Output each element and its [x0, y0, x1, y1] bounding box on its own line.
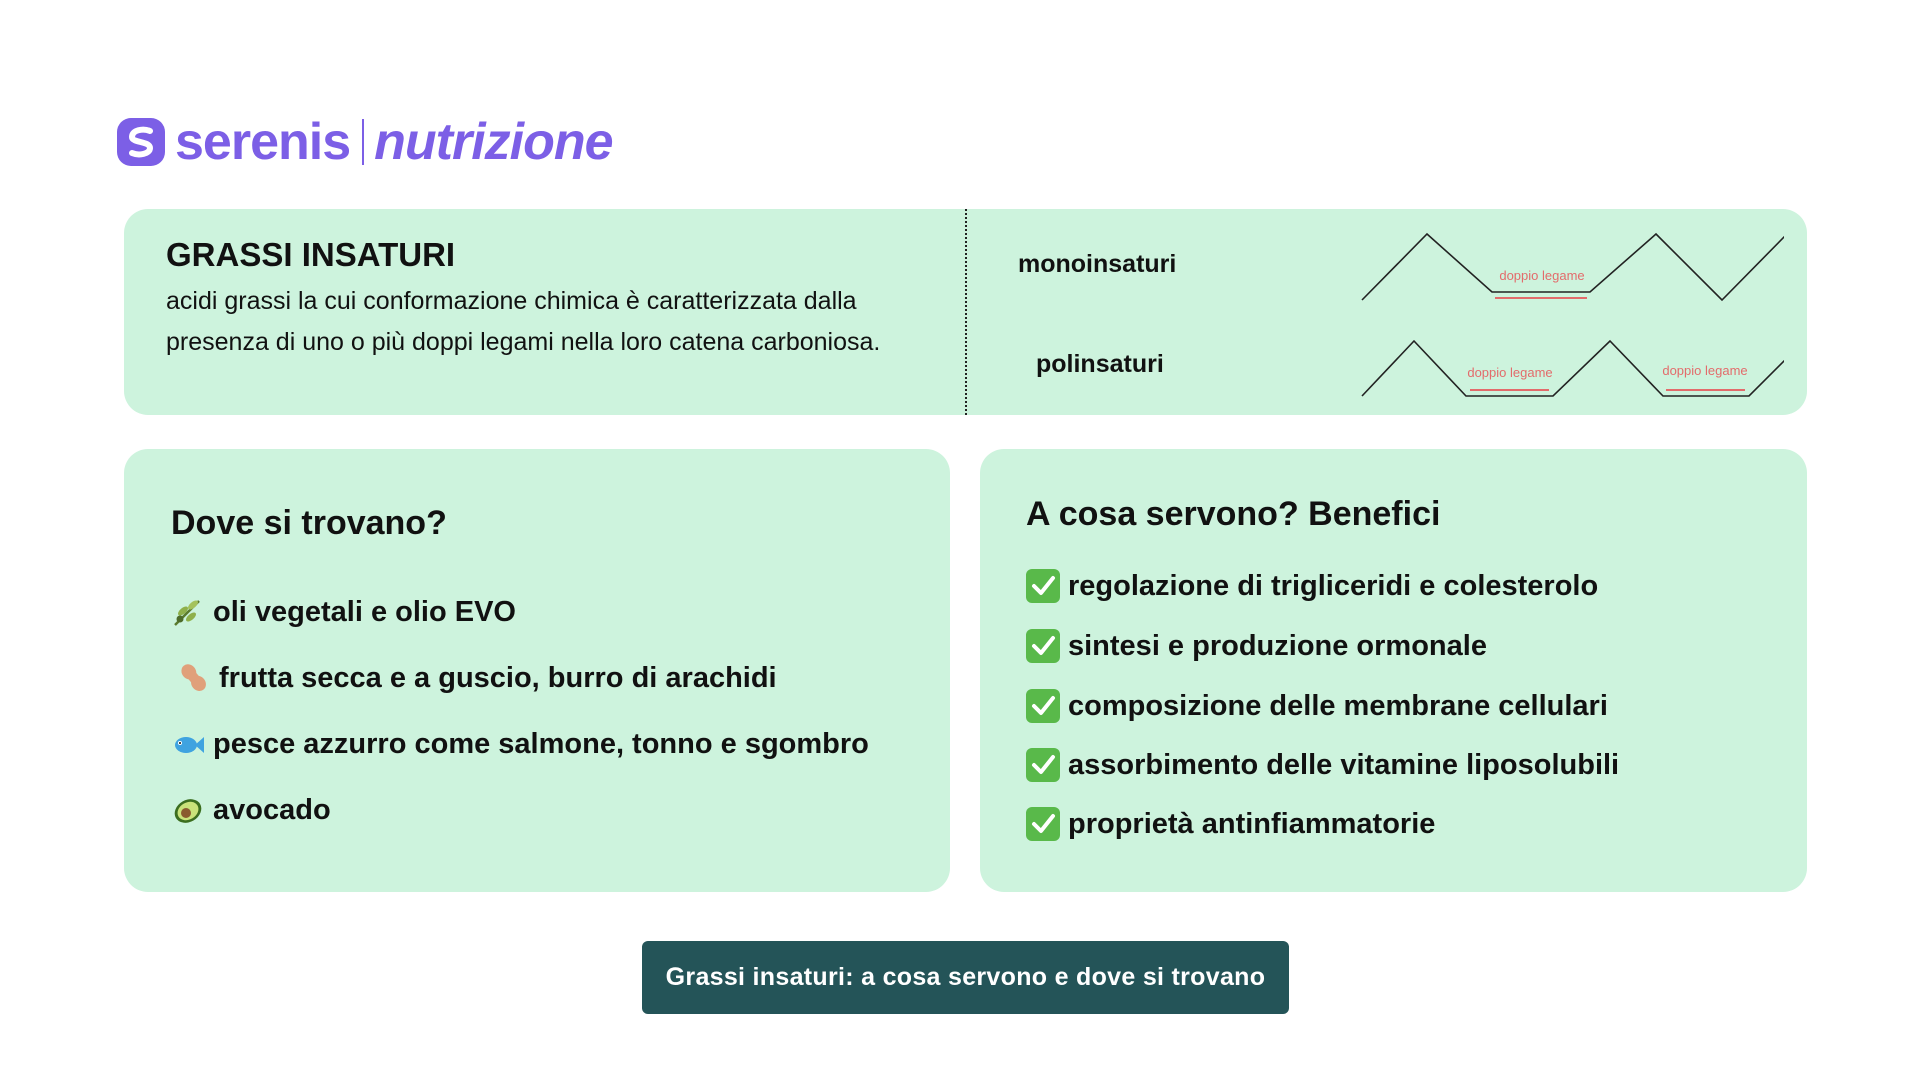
- logo-sub-text: nutrizione: [374, 113, 613, 171]
- poli-double-bond-label-1: doppio legame: [1467, 365, 1553, 380]
- check-mark-icon: [1026, 748, 1060, 782]
- list-item: [171, 793, 331, 827]
- olive-branch-icon: [171, 595, 205, 629]
- definition-card: [124, 209, 1807, 415]
- benefit-text: sintesi e produzione ormonale: [1068, 629, 1487, 662]
- avocado-icon: [171, 793, 205, 827]
- logo-separator: [362, 119, 364, 165]
- list-item: [1026, 569, 1598, 603]
- sources-card: [124, 449, 950, 892]
- list-item: [1026, 629, 1487, 663]
- source-text: frutta secca e a guscio, burro di arachidi: [219, 661, 777, 694]
- serenis-s-logo-icon: [117, 118, 165, 166]
- benefits-card: [980, 449, 1807, 892]
- definition-title: GRASSI INSATURI: [166, 236, 456, 273]
- mono-double-bond-label: doppio legame: [1499, 268, 1585, 283]
- definition-text: acidi grassi la cui conformazione chimica è caratterizzata dalla presenza di uno o più doppi legami nella loro catena carboniosa.: [166, 287, 881, 356]
- list-item: [177, 661, 777, 695]
- peanut-icon: [177, 661, 211, 695]
- list-item: [171, 595, 516, 629]
- check-mark-icon: [1026, 807, 1060, 841]
- sources-title: Dove si trovano?: [171, 504, 447, 542]
- carbon-chain-diagram: [1224, 209, 1784, 415]
- check-mark-icon: [1026, 629, 1060, 663]
- serenis-logo: [117, 112, 613, 172]
- benefit-text: proprietà antinfiammatorie: [1068, 807, 1436, 840]
- poli-double-bond-label-2: doppio legame: [1662, 363, 1748, 378]
- list-item: [1026, 748, 1619, 782]
- logo-brand-text: serenis: [175, 113, 351, 171]
- source-text: oli vegetali e olio EVO: [213, 595, 516, 628]
- benefit-text: regolazione di trigliceridi e colesterolo: [1068, 569, 1599, 602]
- fish-icon: [171, 727, 205, 761]
- caption-banner: Grassi insaturi: a cosa servono e dove si trovano: [642, 941, 1289, 1014]
- benefit-text: composizione delle membrane cellulari: [1068, 689, 1608, 722]
- benefits-title: A cosa servono? Benefici: [1026, 495, 1441, 533]
- polyunsaturated-label: polinsaturi: [1036, 350, 1164, 378]
- list-item: [1026, 689, 1608, 723]
- mono-chain: [1362, 234, 1784, 300]
- benefit-text: assorbimento delle vitamine liposolubili: [1068, 748, 1620, 781]
- check-mark-icon: [1026, 689, 1060, 723]
- dotted-divider: [965, 209, 967, 415]
- source-text: avocado: [213, 793, 331, 826]
- list-item: [1026, 807, 1435, 841]
- check-mark-icon: [1026, 569, 1060, 603]
- source-text: pesce azzurro come salmone, tonno e sgombro: [213, 727, 869, 760]
- list-item: [171, 727, 869, 761]
- monounsaturated-label: monoinsaturi: [1018, 250, 1177, 278]
